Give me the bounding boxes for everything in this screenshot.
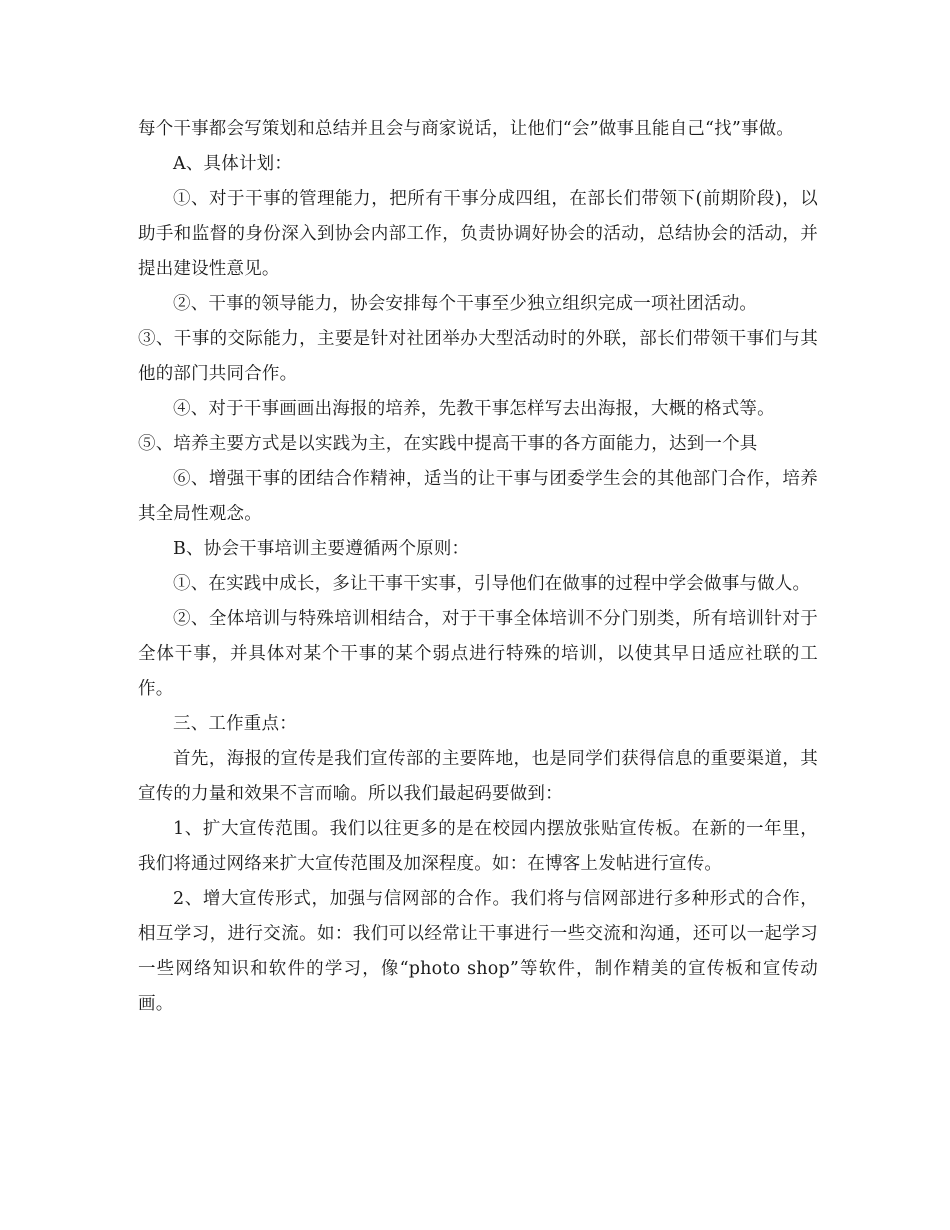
list-item-3: ③、干事的交际能力，主要是针对社团举办大型活动时的外联，部长们带领干事们与其他的部门共同合作。 <box>138 329 818 384</box>
principle-item-1: ①、在实践中成长，多让干事干实事，引导他们在做事的过程中学会做事与做人。 <box>173 574 811 594</box>
heading-work-focus: 三、工作重点： <box>173 714 297 734</box>
list-item-6: ⑥、增强干事的团结合作精神，适当的让干事与团委学生会的其他部门合作，培养其全局性观念。 <box>138 469 818 524</box>
principle-item-2: ②、全体培训与特殊培训相结合，对于干事全体培训不分门别类，所有培训针对于全体干事，并具体对某个干事的某个弱点进行特殊的培训，以使其早日适应社联的工作。 <box>138 609 818 699</box>
document-body <box>138 112 818 1022</box>
focus-item-2: 2、增大宣传形式，加强与信网部的合作。我们将与信网部进行多种形式的合作，相互学习，进行交流。如：我们可以经常让干事进行一些交流和沟通，还可以一起学习一些网络知识和软件的学习，像“photo shop”等软件，制作精美的宣传板和宣传动画。 <box>138 889 818 1014</box>
list-item-1: ①、对于干事的管理能力，把所有干事分成四组，在部长们带领下(前期阶段)，以助手和监督的身份深入到协会内部工作，负责协调好协会的活动，总结协会的活动，并提出建设性意见。 <box>138 189 818 279</box>
list-item-5: ⑤、培养主要方式是以实践为主，在实践中提高干事的各方面能力，达到一个具 <box>138 434 758 454</box>
paragraph-continuation: 每个干事都会写策划和总结并且会与商家说话，让他们“会”做事且能自己“找”事做。 <box>138 119 795 139</box>
paragraph-poster-intro: 首先，海报的宣传是我们宣传部的主要阵地，也是同学们获得信息的重要渠道，其宣传的力量和效果不言而喻。所以我们最起码要做到： <box>138 749 818 804</box>
list-item-4: ④、对于干事画画出海报的培养，先教干事怎样写去出海报，大概的格式等。 <box>173 399 775 419</box>
list-item-2: ②、干事的领导能力，协会安排每个干事至少独立组织完成一项社团活动。 <box>173 294 758 314</box>
focus-item-1: 1、扩大宣传范围。我们以往更多的是在校园内摆放张贴宣传板。在新的一年里，我们将通过网络来扩大宣传范围及加深程度。如：在博客上发帖进行宣传。 <box>138 819 818 874</box>
heading-b-principles: B、协会干事培训主要遵循两个原则： <box>173 539 470 559</box>
heading-a-specific-plan: A、具体计划： <box>173 154 293 174</box>
